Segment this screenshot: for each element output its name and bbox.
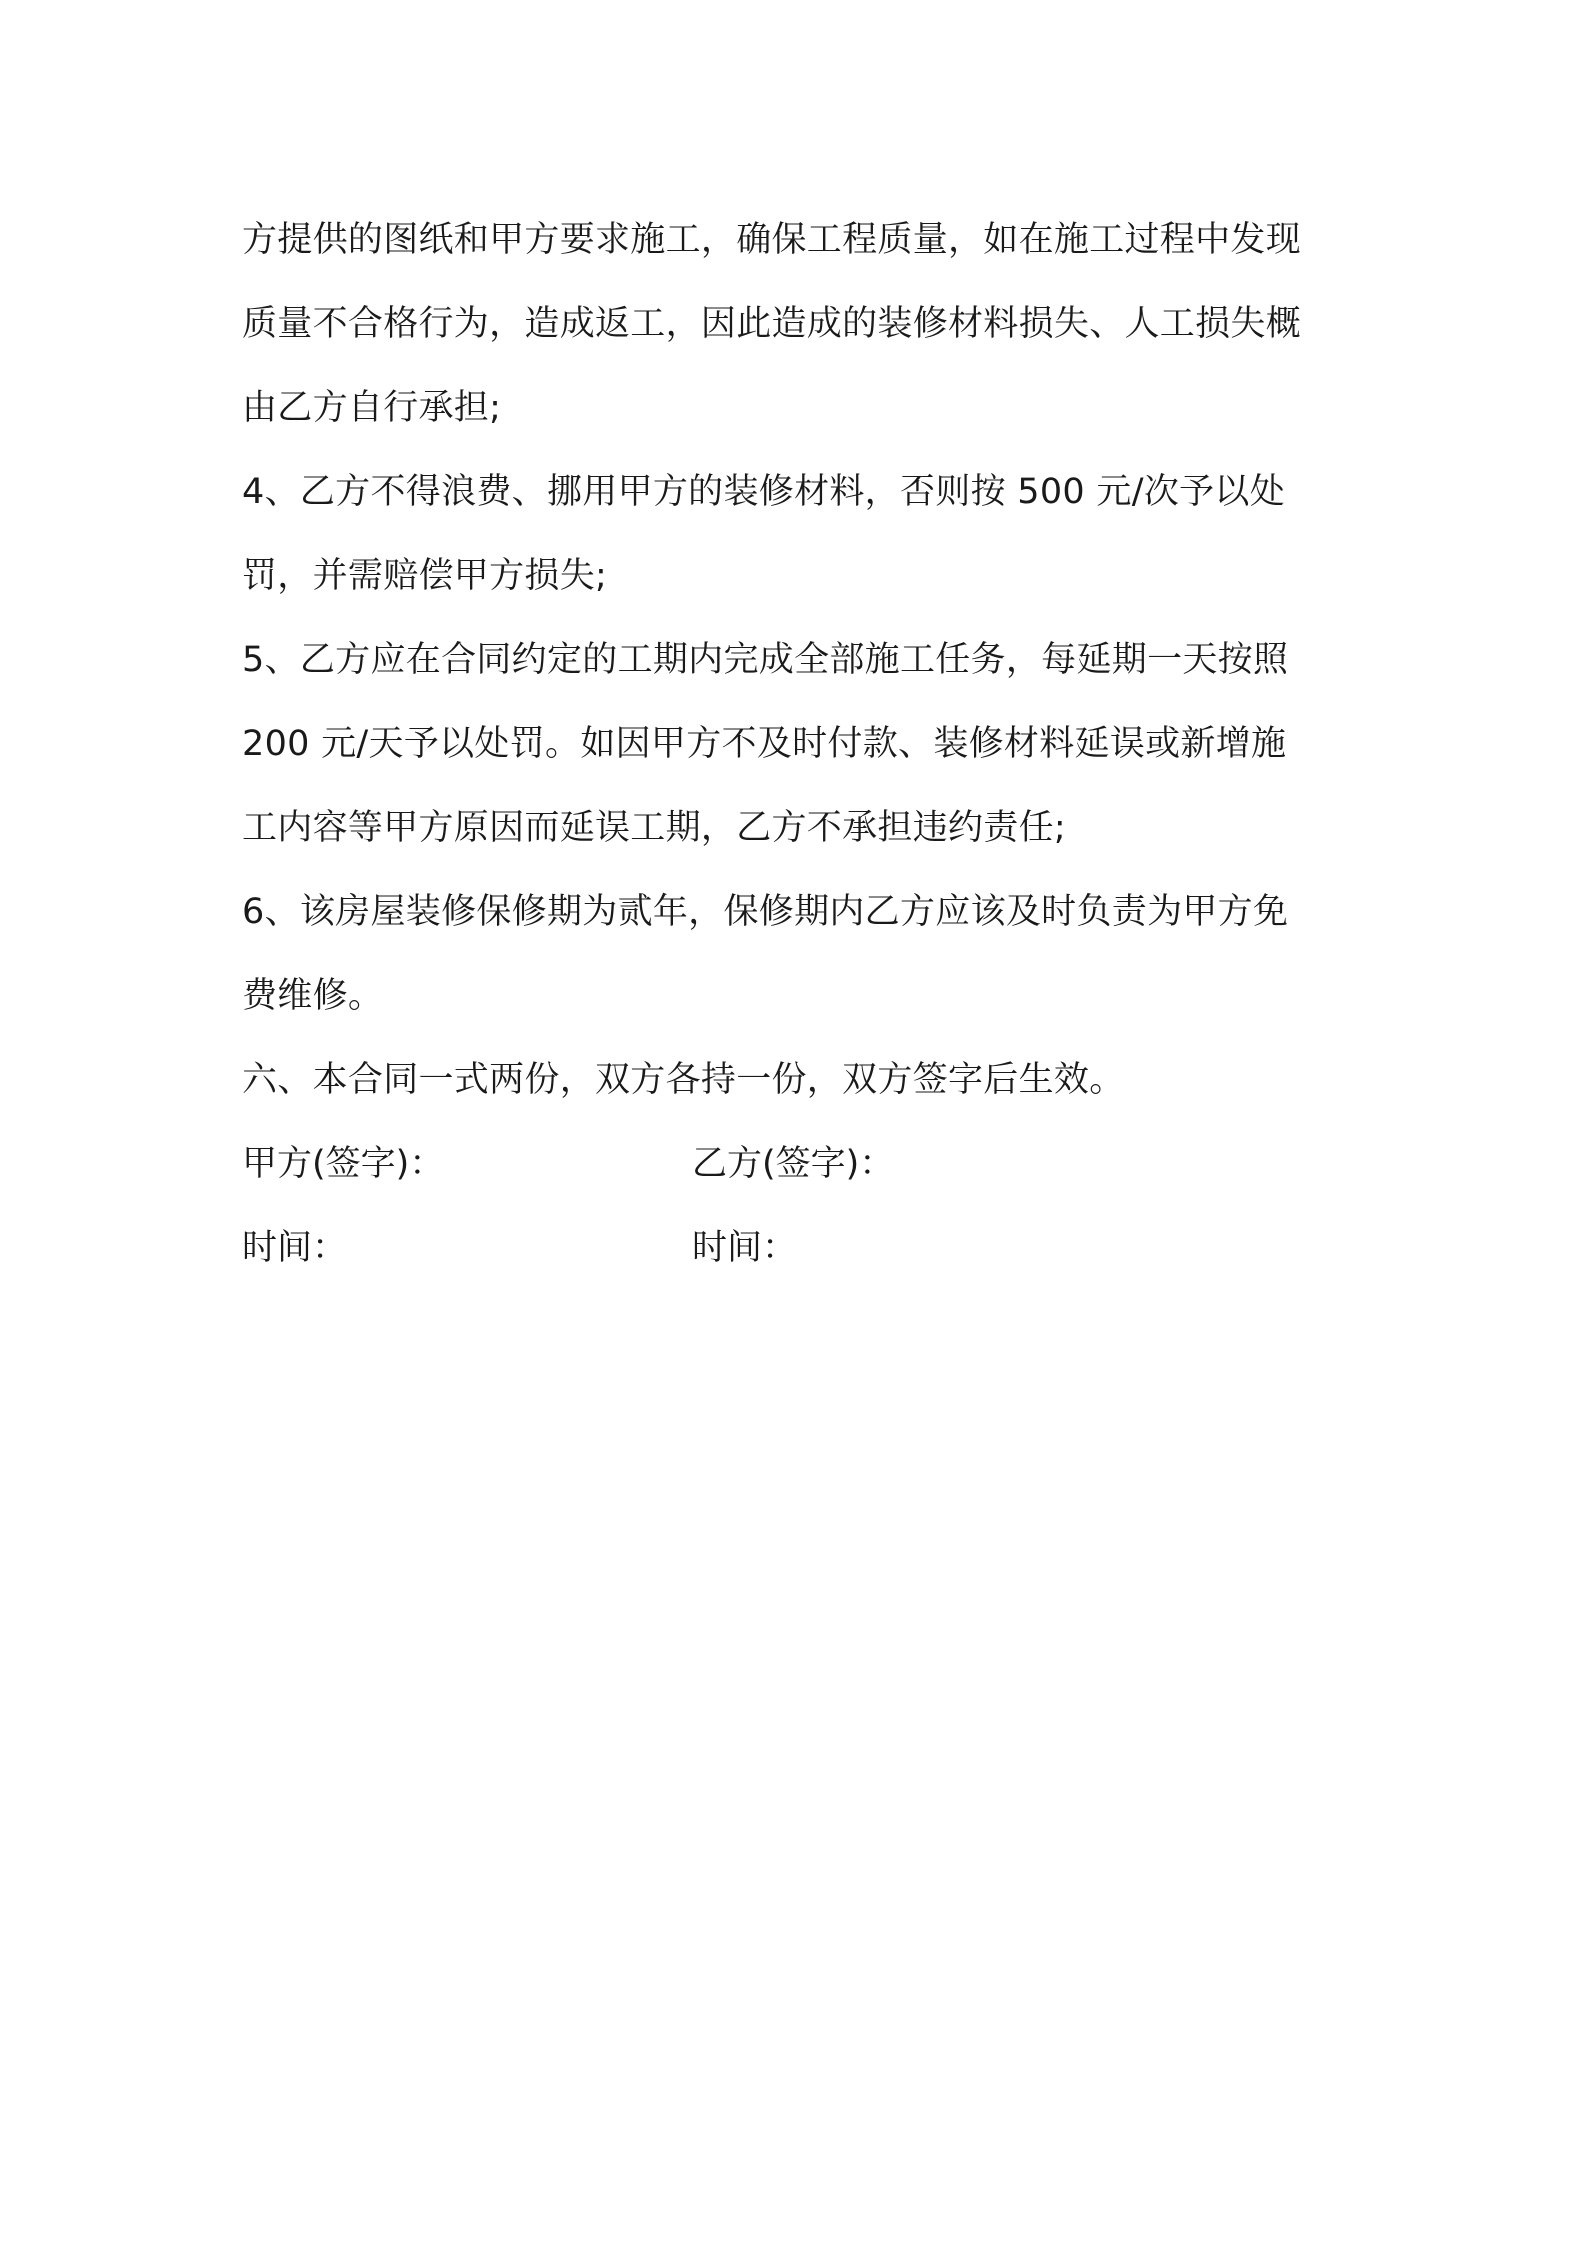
party-b-signature-label: 乙方(签字)：	[692, 1144, 895, 1184]
section-six-line: 六、本合同一式两份，双方各持一份，双方签字后生效。	[242, 1060, 1125, 1100]
clause-5-line-1: 5、乙方应在合同约定的工期内完成全部施工任务，每延期一天按照	[242, 640, 1289, 680]
party-b-time-label: 时间：	[692, 1228, 798, 1268]
clause-5-line-3: 工内容等甲方原因而延误工期，乙方不承担违约责任;	[242, 808, 1066, 848]
paragraph-line-1: 方提供的图纸和甲方要求施工，确保工程质量，如在施工过程中发现	[242, 220, 1302, 260]
party-a-time-label: 时间：	[242, 1228, 348, 1268]
paragraph-line-3: 由乙方自行承担;	[242, 388, 502, 428]
contract-text	[242, 198, 1354, 1290]
party-a-signature-label: 甲方(签字)：	[242, 1144, 445, 1184]
clause-4-line-2: 罚，并需赔偿甲方损失;	[242, 556, 608, 596]
clause-6-line-2: 费维修。	[242, 976, 384, 1016]
paragraph-line-2: 质量不合格行为，造成返工，因此造成的装修材料损失、人工损失概	[242, 304, 1302, 344]
signature-row	[242, 1122, 1354, 1206]
clause-6-line-1: 6、该房屋装修保修期为贰年，保修期内乙方应该及时负责为甲方免	[242, 892, 1289, 932]
clause-5-line-2: 200 元/天予以处罚。如因甲方不及时付款、装修材料延误或新增施	[242, 724, 1287, 764]
time-row	[242, 1206, 1354, 1290]
clause-4-line-1: 4、乙方不得浪费、挪用甲方的装修材料，否则按 500 元/次予以处	[242, 472, 1286, 512]
